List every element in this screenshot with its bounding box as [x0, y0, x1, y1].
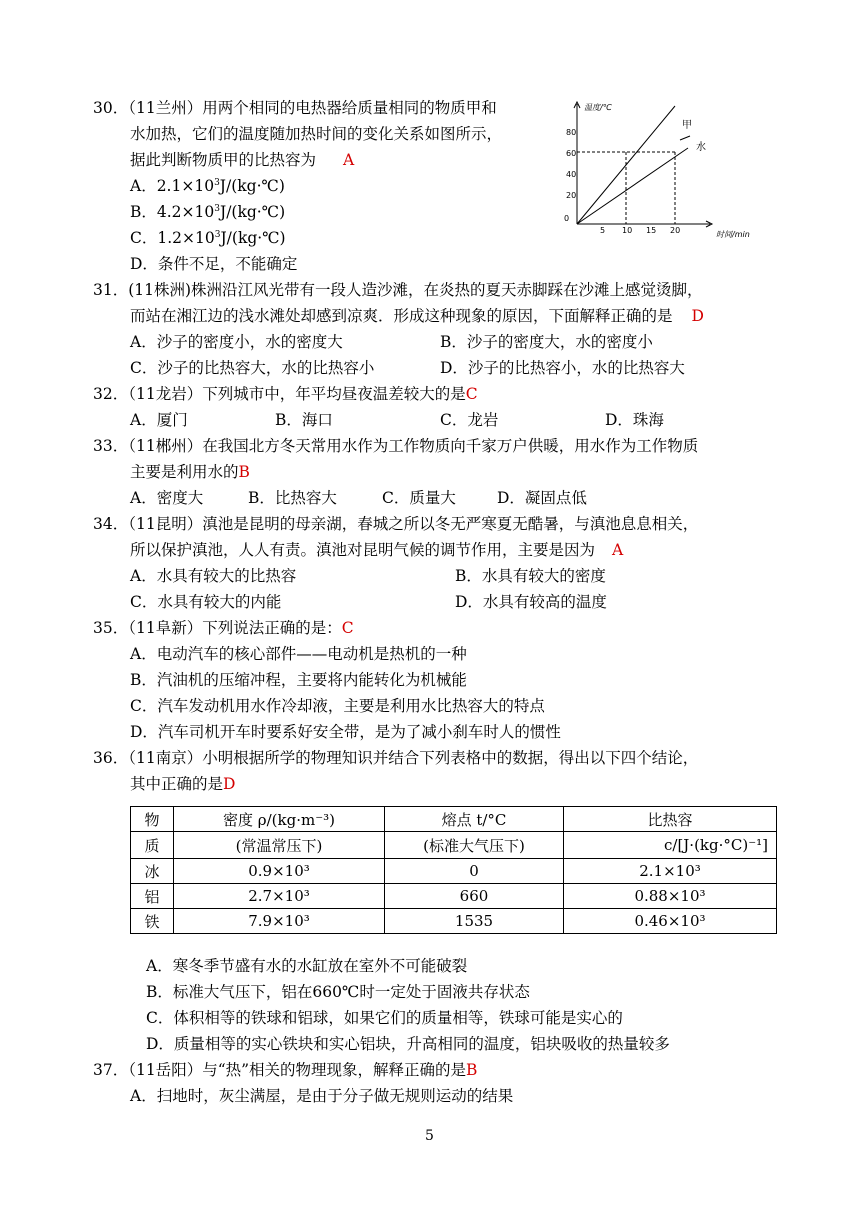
- q31-option-b: B．沙子的密度大，水的密度小: [440, 333, 653, 351]
- q34-option-a: A．水具有较大的比热容: [130, 567, 297, 585]
- q35-option-a: A．电动汽车的核心部件——电动机是热机的一种: [130, 645, 467, 663]
- q30-option-b-exp: 3: [214, 203, 220, 214]
- q30-option-d: D．条件不足，不能确定: [130, 255, 298, 273]
- table-cell-density: 0.9×10³: [174, 859, 385, 884]
- q30-temperature-graph: [560, 96, 770, 246]
- table-row: [131, 859, 777, 884]
- q33-option-b: B．比热容大: [248, 489, 337, 507]
- q30-option-a: [130, 176, 285, 196]
- table-header-heat: 比热容: [564, 807, 777, 832]
- graph-label-leader-water: [680, 136, 690, 140]
- q34-stem-line1: 34．（11昆明）滇池是昆明的母亲湖，春城之所以冬无严寒夏无酷暑，与滇池息息相关，: [93, 515, 699, 533]
- q32-option-b: B．海口: [275, 411, 333, 429]
- table-cell-melt: 0: [385, 859, 564, 884]
- q30-answer: A: [342, 151, 355, 169]
- graph-xlabel: 时间/min: [716, 230, 750, 239]
- table-cell-melt: 660: [385, 884, 564, 909]
- q34-stem-line2: [130, 540, 623, 560]
- q33-stem-text: 主要是利用水的: [130, 463, 239, 481]
- q35-answer: C: [341, 619, 354, 637]
- graph-ytick-80: 80: [566, 128, 577, 137]
- q30-option-b-unit: J/(kg·℃): [220, 203, 286, 221]
- q31-option-c: C．沙子的比热容大，水的比热容小: [130, 359, 375, 377]
- q30-option-c-exp: 3: [214, 229, 221, 240]
- graph-xtick-15: 15: [646, 226, 657, 235]
- q35-option-c: C．汽车发动机用水作冷却液，主要是利用水比热容大的特点: [130, 697, 545, 715]
- q30-option-c-unit: J/(kg·℃): [220, 229, 286, 247]
- q31-stem-line1: 31．(11株洲)株洲沿江风光带有一段人造沙滩，在炎热的夏天赤脚踩在沙滩上感觉烫脚，: [93, 281, 703, 299]
- q31-option-a: A．沙子的密度小，水的密度大: [130, 333, 343, 351]
- graph-line-water: [577, 148, 688, 224]
- table-header-heat-unit: c/[J·(kg·°C)⁻¹]: [564, 832, 777, 859]
- table-cell-name: 铝: [131, 884, 174, 909]
- q32-stem: [93, 384, 478, 404]
- q30-option-a-unit: J/(kg·℃): [219, 177, 285, 195]
- q36-option-d: D．质量相等的实心铁块和实心铝块，升高相同的温度，铝块吸收的热量较多: [146, 1035, 670, 1053]
- q32-stem-text: 32．（11龙岩）下列城市中，年平均昼夜温差较大的是: [93, 385, 466, 403]
- page-number: 5: [425, 1128, 434, 1144]
- table-header-melting: 熔点 t/°C: [385, 807, 564, 832]
- table-header-row-2: [131, 832, 777, 859]
- q36-option-a: A．寒冬季节盛有水的水缸放在室外不可能破裂: [146, 957, 468, 975]
- q33-answer: B: [238, 463, 250, 481]
- q35-option-b: B．汽油机的压缩冲程，主要将内能转化为机械能: [130, 671, 467, 689]
- q37-option-a: A．扫地时，灰尘满屋，是由于分子做无规则运动的结果: [130, 1087, 514, 1105]
- q34-option-d: D．水具有较高的温度: [455, 593, 607, 611]
- q33-option-c: C．质量大: [382, 489, 456, 507]
- table-row: [131, 909, 777, 934]
- q33-stem-line2: [130, 462, 250, 482]
- q36-answer: D: [223, 775, 236, 793]
- q33-option-a: A．密度大: [130, 489, 204, 507]
- table-cell-melt: 1535: [385, 909, 564, 934]
- q32-option-d: D．珠海: [605, 411, 664, 429]
- graph-ytick-60: 60: [566, 149, 577, 158]
- graph-ytick-0: 0: [564, 214, 570, 223]
- q30-option-b-text: B．4.2×10: [130, 203, 215, 221]
- graph-xtick-20: 20: [670, 226, 681, 235]
- table-cell-density: 7.9×10³: [174, 909, 385, 934]
- q36-option-b: B．标准大气压下，铝在660℃时一定处于固液共存状态: [146, 983, 530, 1001]
- q36-stem-text: 其中正确的是: [130, 775, 224, 793]
- table-cell-name: 铁: [131, 909, 174, 934]
- q30-stem-text: 据此判断物质甲的比热容为: [130, 151, 317, 169]
- table-header-substance-1: 物: [131, 807, 174, 832]
- q31-stem-line2: [130, 306, 704, 326]
- q30-stem-line3: [130, 150, 354, 170]
- q34-answer: A: [611, 541, 624, 559]
- table-header-melting-note: (标准大气压下): [385, 832, 564, 859]
- q30-option-c: [130, 228, 286, 248]
- q37-stem: [93, 1060, 477, 1080]
- q32-option-a: A．厦门: [130, 411, 188, 429]
- table-header-density: 密度 ρ/(kg·m⁻³): [174, 807, 385, 832]
- graph-series-water: 水: [696, 142, 706, 153]
- table-header-row-1: [131, 807, 777, 832]
- table-header-substance-2: 质: [131, 832, 174, 859]
- q35-option-d: D．汽车司机开车时要系好安全带，是为了减小刹车时人的惯性: [130, 723, 561, 741]
- table-cell-heat: 2.1×10³: [564, 859, 777, 884]
- q32-answer: C: [465, 385, 478, 403]
- q36-data-table: [130, 806, 777, 934]
- q34-option-c: C．水具有较大的内能: [130, 593, 282, 611]
- table-row: [131, 884, 777, 909]
- graph-ytick-20: 20: [566, 191, 577, 200]
- table-cell-density: 2.7×10³: [174, 884, 385, 909]
- q34-stem-text: 所以保护滇池，人人有责。滇池对昆明气候的调节作用，主要是因为: [130, 541, 596, 559]
- q33-stem-line1: 33．（11郴州）在我国北方冬天常用水作为工作物质向千家万户供暖，用水作为工作物质: [93, 437, 699, 455]
- q36-stem-line2: [130, 774, 235, 794]
- q34-option-b: B．水具有较大的密度: [455, 567, 606, 585]
- q35-stem-text: 35．（11阜新）下列说法正确的是：: [93, 619, 342, 637]
- graph-xtick-10: 10: [622, 226, 633, 235]
- q30-option-b: [130, 202, 285, 222]
- q36-option-c: C．体积相等的铁球和铝球，如果它们的质量相等，铁球可能是实心的: [146, 1009, 623, 1027]
- graph-ylabel: 温度/℃: [584, 103, 612, 112]
- q37-stem-text: 37．（11岳阳）与“热”相关的物理现象，解释正确的是: [93, 1061, 467, 1079]
- table-cell-heat: 0.46×10³: [564, 909, 777, 934]
- q30-option-a-text: A．2.1×10: [130, 177, 215, 195]
- q32-option-c: C．龙岩: [440, 411, 499, 429]
- q30-option-a-exp: 3: [214, 177, 220, 188]
- q36-stem-line1: 36．（11南京）小明根据所学的物理知识并结合下列表格中的数据，得出以下四个结论，: [93, 749, 699, 767]
- q31-option-d: D．沙子的比热容小，水的比热容大: [440, 359, 685, 377]
- graph-ytick-40: 40: [566, 170, 577, 179]
- graph-series-jia: 甲: [682, 120, 692, 131]
- q30-stem-line2: 水加热，它们的温度随加热时间的变化关系如图所示，: [130, 125, 503, 143]
- q35-stem: [93, 618, 354, 638]
- q37-answer: B: [466, 1061, 478, 1079]
- table-cell-name: 冰: [131, 859, 174, 884]
- q31-stem-text: 而站在湘江边的浅水滩处却感到凉爽．形成这种现象的原因，下面解释正确的是: [130, 307, 673, 325]
- q31-answer: D: [691, 307, 704, 325]
- table-header-density-note: (常温常压下): [174, 832, 385, 859]
- q30-option-c-text: C．1.2×10: [130, 229, 215, 247]
- q33-option-d: D．凝固点低: [497, 489, 587, 507]
- table-cell-heat: 0.88×10³: [564, 884, 777, 909]
- graph-xtick-5: 5: [600, 226, 606, 235]
- q30-stem-line1: 30．（11兰州）用两个相同的电热器给质量相同的物质甲和: [93, 99, 497, 117]
